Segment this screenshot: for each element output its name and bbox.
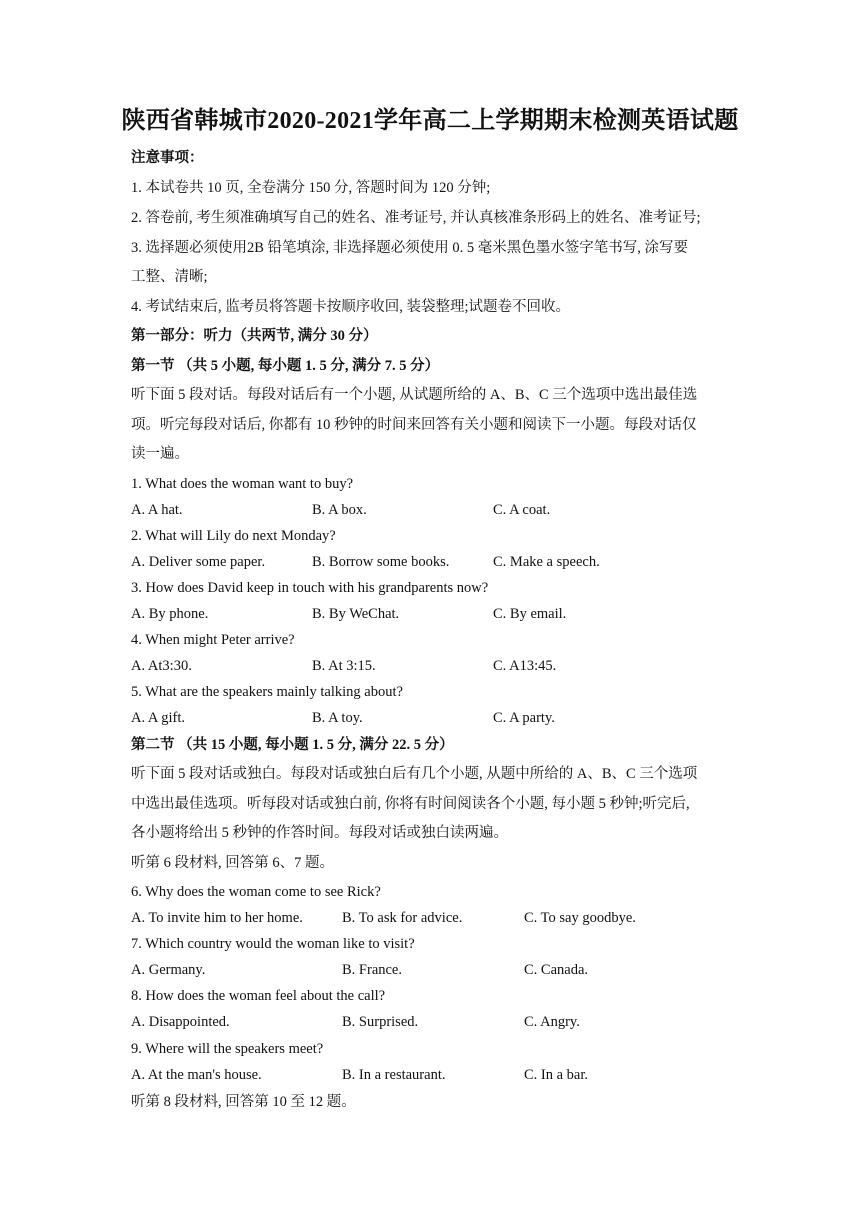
option-b: B. To ask for advice. — [342, 910, 463, 926]
question-7: 7. Which country would the woman like to visit? — [131, 936, 415, 952]
option-c: C. By email. — [493, 606, 567, 622]
section1-instructions: 听下面 5 段对话。每段对话后有一个小题, 从试题所给的 A、B、C 三个选项中选出最佳选 — [131, 387, 698, 403]
option-b: B. France. — [342, 962, 402, 978]
question-1: 1. What does the woman want to buy? — [131, 476, 354, 492]
part1-heading: 第一部分：听力（共两节, 满分 30 分） — [131, 328, 378, 344]
option-a: A. A gift. — [131, 710, 185, 726]
option-c: C. A13:45. — [493, 658, 557, 674]
option-c: C. In a bar. — [524, 1067, 589, 1083]
option-a: A. Disappointed. — [131, 1014, 230, 1030]
option-c: C. Canada. — [524, 962, 589, 978]
material-8-note: 听第 8 段材料, 回答第 10 至 12 题。 — [131, 1094, 356, 1110]
option-b: B. In a restaurant. — [342, 1067, 446, 1083]
notice-heading: 注意事项： — [131, 150, 204, 166]
question-6: 6. Why does the woman come to see Rick? — [131, 884, 381, 900]
question-4: 4. When might Peter arrive? — [131, 632, 295, 648]
section1-heading: 第一节 （共 5 小题, 每小题 1. 5 分, 满分 7. 5 分） — [131, 358, 440, 374]
option-c: C. A coat. — [493, 502, 551, 518]
option-a: A. A hat. — [131, 502, 183, 518]
option-c: C. Make a speech. — [493, 554, 600, 570]
question-9: 9. Where will the speakers meet? — [131, 1041, 324, 1057]
option-b: B. A toy. — [312, 710, 363, 726]
question-2: 2. What will Lily do next Monday? — [131, 528, 336, 544]
question-3: 3. How does David keep in touch with his grandparents now? — [131, 580, 489, 596]
section1-instructions: 项。听完每段对话后, 你都有 10 秒钟的时间来回答有关小题和阅读下一小题。每段对话仅 — [131, 417, 697, 433]
notice-item: 工整、清晰; — [131, 269, 208, 285]
option-b: B. At 3:15. — [312, 658, 376, 674]
section2-heading: 第二节 （共 15 小题, 每小题 1. 5 分, 满分 22. 5 分） — [131, 737, 454, 753]
option-b: B. By WeChat. — [312, 606, 400, 622]
option-a: A. To invite him to her home. — [131, 910, 303, 926]
option-a: A. By phone. — [131, 606, 209, 622]
section1-instructions: 读一遍。 — [131, 446, 189, 462]
option-c: C. To say goodbye. — [524, 910, 636, 926]
option-c: C. A party. — [493, 710, 555, 726]
section2-instructions: 中选出最佳选项。听每段对话或独白前, 你将有时间阅读各个小题, 每小题 5 秒钟;听完后, — [131, 796, 690, 812]
option-b: B. Surprised. — [342, 1014, 419, 1030]
question-8: 8. How does the woman feel about the call? — [131, 988, 386, 1004]
notice-item: 1. 本试卷共 10 页, 全卷满分 150 分, 答题时间为 120 分钟; — [131, 180, 491, 196]
section2-instructions: 听下面 5 段对话或独白。每段对话或独白后有几个小题, 从题中所给的 A、B、C 三个选项 — [131, 766, 698, 782]
notice-item: 3. 选择题必须使用2B 铅笔填涂, 非选择题必须使用 0. 5 毫米黑色墨水签字笔书写, 涂写要 — [131, 240, 689, 256]
notice-item: 2. 答卷前, 考生须准确填写自己的姓名、准考证号, 并认真核准条形码上的姓名、准考证号; — [131, 210, 701, 226]
option-a: A. Germany. — [131, 962, 206, 978]
option-b: B. Borrow some books. — [312, 554, 450, 570]
option-c: C. Angry. — [524, 1014, 580, 1030]
section2-instructions: 各小题将给出 5 秒钟的作答时间。每段对话或独白读两遍。 — [131, 825, 508, 841]
option-a: A. At the man's house. — [131, 1067, 262, 1083]
option-a: A. Deliver some paper. — [131, 554, 266, 570]
notice-item: 4. 考试结束后, 监考员将答题卡按顺序收回, 装袋整理;试题卷不回收。 — [131, 299, 571, 315]
material-6-note: 听第 6 段材料, 回答第 6、7 题。 — [131, 855, 334, 871]
page-title: 陕西省韩城市2020-2021学年高二上学期期末检测英语试题 — [121, 108, 739, 134]
option-b: B. A box. — [312, 502, 367, 518]
question-5: 5. What are the speakers mainly talking about? — [131, 684, 403, 700]
option-a: A. At3:30. — [131, 658, 192, 674]
